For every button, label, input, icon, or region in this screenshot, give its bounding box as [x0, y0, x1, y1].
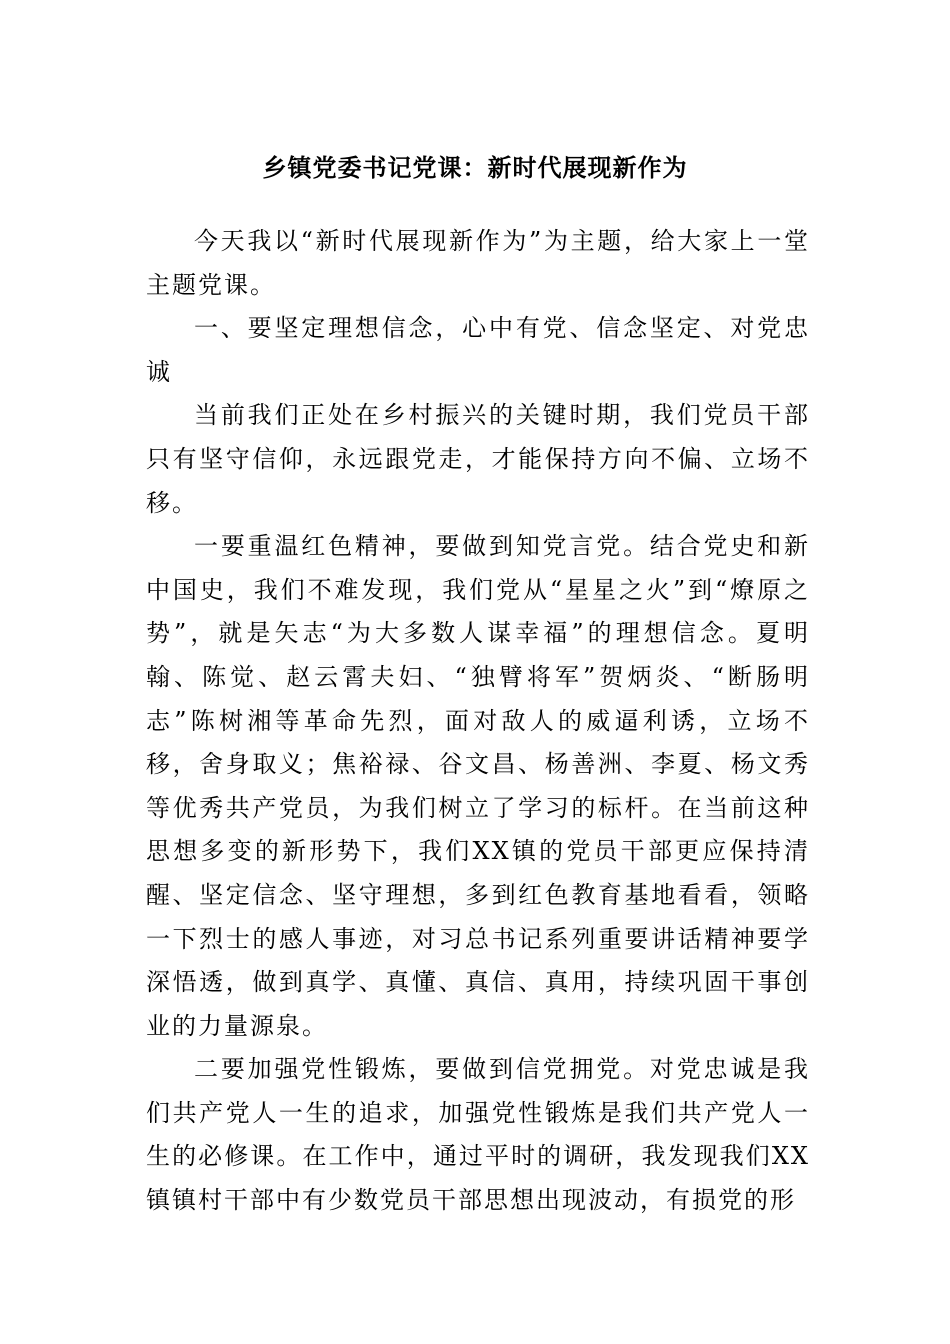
paragraph-point-1: 一要重温红色精神，要做到知党言党。结合党史和新中国史，我们不难发现，我们党从“星星之火”到“燎原之势”，就是矢志“为大多数人谋幸福”的理想信念。夏明翰、陈觉、赵云霄夫妇、“独臂将军”贺炳炎、“断肠明志”陈树湘等革命先烈，面对敌人的威逼利诱，立场不移，舍身取义；焦裕禄、谷文昌、杨善洲、李夏、杨文秀等优秀共产党员，为我们树立了学习的标杆。在当前这种思想多变的新形势下，我们XX镇的党员干部更应保持清醒、坚定信念、坚守理想，多到红色教育基地看看，领略一下烈士的感人事迹，对习总书记系列重要讲话精神要学深悟透，做到真学、真懂、真信、真用，持续巩固干事创业的力量源泉。: [146, 532, 810, 1040]
paragraph-point-2: 二要加强党性锻炼，要做到信党拥党。对党忠诚是我们共产党人一生的追求，加强党性锻炼是我们共产党人一生的必修课。在工作中，通过平时的调研，我发现我们XX镇镇村干部中有少数党员干部思想出现波动，有损党的形: [146, 1055, 810, 1215]
document-body: [146, 220, 810, 1223]
paragraph-context: 当前我们正处在乡村振兴的关键时期，我们党员干部只有坚守信仰，永远跟党走，才能保持方向不偏、立场不移。: [146, 401, 810, 517]
paragraph-section-heading-1: 一、要坚定理想信念，心中有党、信念坚定、对党忠诚: [146, 314, 810, 386]
paragraph-intro: 今天我以“新时代展现新作为”为主题，给大家上一堂主题党课。: [146, 227, 810, 299]
document-title: 乡镇党委书记党课：新时代展现新作为: [262, 153, 688, 182]
